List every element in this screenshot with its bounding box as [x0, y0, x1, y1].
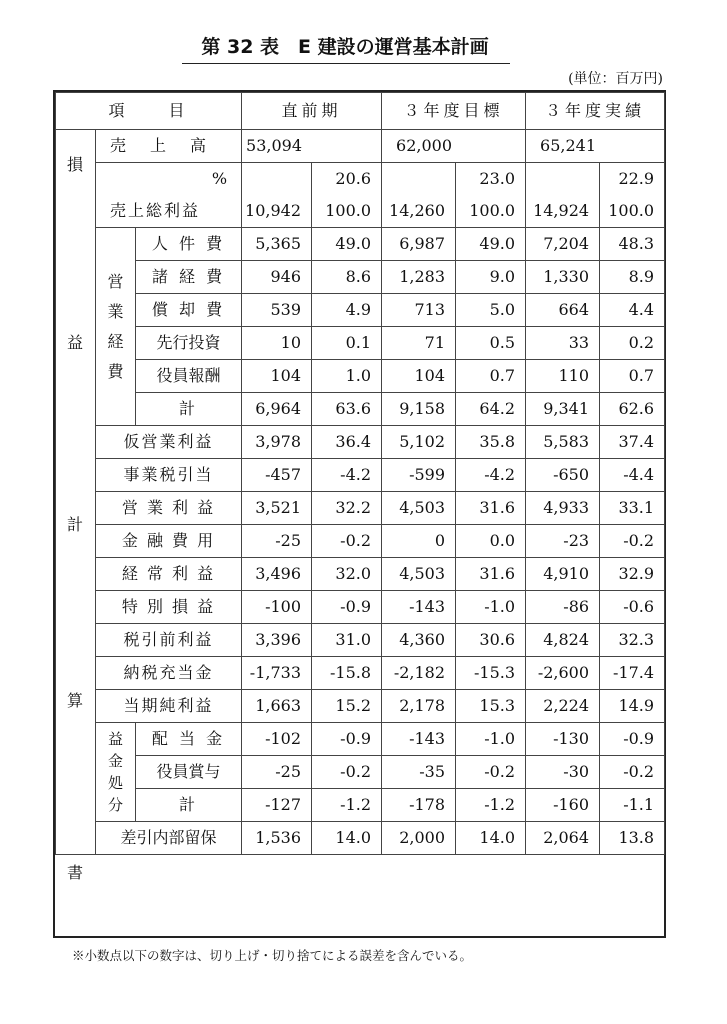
row-label-ordinary: 経 常 利 益	[96, 558, 242, 591]
cell: 713	[382, 294, 456, 327]
table-row	[56, 690, 665, 723]
cell: -17.4	[600, 657, 665, 690]
row-label-special: 特 別 損 益	[96, 591, 242, 624]
cell: 37.4	[600, 426, 665, 459]
cell: 2,000	[382, 822, 456, 855]
cell: 10,942	[242, 195, 312, 228]
table-row	[56, 393, 665, 426]
cell: 20.6	[312, 163, 382, 196]
cell: 8.9	[600, 261, 665, 294]
group-char: 処	[107, 774, 123, 792]
cell: -102	[242, 723, 312, 756]
cell	[242, 163, 312, 196]
cell: -1.2	[456, 789, 526, 822]
cell: 0.2	[600, 327, 665, 360]
title-underline	[182, 63, 510, 64]
row-label-invest: 先行投資	[136, 327, 242, 360]
unit-label: (単位：百万円)	[568, 71, 663, 87]
table-title: 第 32 表 E 建設の運営基本計画	[201, 36, 489, 58]
cell: -178	[382, 789, 456, 822]
table-row	[56, 327, 665, 360]
table-row	[56, 789, 665, 822]
cell: -0.2	[312, 525, 382, 558]
table-row	[56, 228, 665, 261]
table-row	[56, 657, 665, 690]
row-label-bonus: 役員賞与	[136, 756, 242, 789]
table-row	[56, 525, 665, 558]
cell: 4,910	[526, 558, 600, 591]
cell: 1,330	[526, 261, 600, 294]
cell: -35	[382, 756, 456, 789]
cell: 14.0	[456, 822, 526, 855]
cell: 9.0	[456, 261, 526, 294]
group-label-rieki-shobun	[96, 723, 136, 822]
row-label-opex-total: 計	[136, 393, 242, 426]
cell: 6,964	[242, 393, 312, 426]
cell: 0.7	[456, 360, 526, 393]
cell: 31.6	[456, 492, 526, 525]
cell: 31.6	[456, 558, 526, 591]
cell: -1.0	[456, 723, 526, 756]
table-row	[56, 261, 665, 294]
cell: 62,000	[382, 130, 456, 163]
row-label-appr-total: 計	[136, 789, 242, 822]
table-row	[56, 723, 665, 756]
cell: 36.4	[312, 426, 382, 459]
cell: -0.2	[600, 756, 665, 789]
cell: -0.9	[312, 723, 382, 756]
row-label-pretax: 税引前利益	[96, 624, 242, 657]
cell: 2,178	[382, 690, 456, 723]
header-item: 項 目	[56, 93, 242, 130]
cell: -127	[242, 789, 312, 822]
cell: 4,933	[526, 492, 600, 525]
cell: 664	[526, 294, 600, 327]
cell: 0.0	[456, 525, 526, 558]
table-row	[56, 360, 665, 393]
cell: 65,241	[526, 130, 600, 163]
cell: 4.4	[600, 294, 665, 327]
cell: 0.7	[600, 360, 665, 393]
cell: 64.2	[456, 393, 526, 426]
cell: 33	[526, 327, 600, 360]
group-char: 金	[107, 752, 123, 770]
cell: -143	[382, 723, 456, 756]
row-label-gross: 売上総利益	[96, 195, 242, 228]
cell: -0.2	[600, 525, 665, 558]
cell: 49.0	[312, 228, 382, 261]
cell	[456, 130, 526, 163]
cell: -30	[526, 756, 600, 789]
cell: -0.9	[312, 591, 382, 624]
cell	[382, 163, 456, 196]
cell: -0.6	[600, 591, 665, 624]
cell: -0.2	[312, 756, 382, 789]
header-prev: 直前期	[242, 93, 382, 130]
cell: -23	[526, 525, 600, 558]
table-row	[56, 459, 665, 492]
cell: -86	[526, 591, 600, 624]
cell: -4.2	[456, 459, 526, 492]
cell: 14.0	[312, 822, 382, 855]
cell: 3,496	[242, 558, 312, 591]
side-label-san: 算	[66, 691, 83, 710]
row-label-exec: 役員報酬	[136, 360, 242, 393]
cell	[600, 130, 665, 163]
cell: -4.4	[600, 459, 665, 492]
header-actual: ３年度実績	[526, 93, 665, 130]
cell: -1.1	[600, 789, 665, 822]
cell: 9,341	[526, 393, 600, 426]
cell: 0.5	[456, 327, 526, 360]
table-row	[56, 492, 665, 525]
cell: 4,360	[382, 624, 456, 657]
cell: 32.0	[312, 558, 382, 591]
footnote: ※小数点以下の数字は、切り上げ・切り捨てによる誤差を含んでいる。	[72, 948, 473, 963]
cell: -25	[242, 756, 312, 789]
cell: 10	[242, 327, 312, 360]
cell: -130	[526, 723, 600, 756]
cell: -650	[526, 459, 600, 492]
row-label-biz-tax: 事業税引当	[96, 459, 242, 492]
cell: 4,503	[382, 558, 456, 591]
cell: 30.6	[456, 624, 526, 657]
cell: 1,663	[242, 690, 312, 723]
cell: 5,365	[242, 228, 312, 261]
cell: 100.0	[312, 195, 382, 228]
group-char: 営	[107, 271, 124, 291]
cell: 946	[242, 261, 312, 294]
cell: -1.2	[312, 789, 382, 822]
cell: -2,182	[382, 657, 456, 690]
cell: 104	[242, 360, 312, 393]
plan-table	[55, 92, 665, 855]
header-target: ３年度目標	[382, 93, 526, 130]
group-char: 分	[107, 796, 123, 814]
cell: 53,094	[242, 130, 312, 163]
cell: -143	[382, 591, 456, 624]
side-label-son: 損	[66, 155, 83, 174]
cell: 2,224	[526, 690, 600, 723]
group-label-eigyo-keihi	[96, 228, 136, 426]
group-char: 益	[107, 730, 123, 748]
cell: -457	[242, 459, 312, 492]
cell: 14,924	[526, 195, 600, 228]
cell: -599	[382, 459, 456, 492]
cell: 32.9	[600, 558, 665, 591]
cell: -160	[526, 789, 600, 822]
cell: -15.8	[312, 657, 382, 690]
cell: 5.0	[456, 294, 526, 327]
cell: 15.3	[456, 690, 526, 723]
cell: 3,521	[242, 492, 312, 525]
row-label-tax-prov: 納税充当金	[96, 657, 242, 690]
table-row	[56, 822, 665, 855]
cell: 110	[526, 360, 600, 393]
table-row	[56, 591, 665, 624]
row-label-personnel: 人 件 費	[136, 228, 242, 261]
cell: -1,733	[242, 657, 312, 690]
side-label-eki: 益	[66, 333, 83, 352]
cell: 5,102	[382, 426, 456, 459]
cell: 1,283	[382, 261, 456, 294]
table-row	[56, 195, 665, 228]
cell: 14,260	[382, 195, 456, 228]
cell	[312, 130, 382, 163]
group-char: 経	[107, 331, 124, 351]
cell: 1.0	[312, 360, 382, 393]
cell: 3,396	[242, 624, 312, 657]
cell: 33.1	[600, 492, 665, 525]
row-label-depr: 償 却 費	[136, 294, 242, 327]
cell: 4.9	[312, 294, 382, 327]
cell: 48.3	[600, 228, 665, 261]
cell: 15.2	[312, 690, 382, 723]
cell: 7,204	[526, 228, 600, 261]
cell: 23.0	[456, 163, 526, 196]
cell: 22.9	[600, 163, 665, 196]
group-char: 費	[107, 361, 124, 381]
cell: 5,583	[526, 426, 600, 459]
row-label-sales: 売 上 高	[96, 130, 242, 163]
cell: 1,536	[242, 822, 312, 855]
cell: 35.8	[456, 426, 526, 459]
cell: -15.3	[456, 657, 526, 690]
table-row	[56, 294, 665, 327]
cell: 100.0	[456, 195, 526, 228]
cell: 62.6	[600, 393, 665, 426]
cell: 0	[382, 525, 456, 558]
cell: 4,824	[526, 624, 600, 657]
cell: -100	[242, 591, 312, 624]
row-label-misc: 諸 経 費	[136, 261, 242, 294]
cell: 63.6	[312, 393, 382, 426]
side-label-sho: 書	[66, 863, 83, 882]
cell: 2,064	[526, 822, 600, 855]
header-row	[56, 93, 665, 130]
cell: 0.1	[312, 327, 382, 360]
cell: 3,978	[242, 426, 312, 459]
cell: 4,503	[382, 492, 456, 525]
table-row	[56, 426, 665, 459]
side-label-column	[56, 130, 96, 855]
cell: 539	[242, 294, 312, 327]
row-label-pct: %	[96, 163, 242, 196]
row-label-net: 当期純利益	[96, 690, 242, 723]
cell: 9,158	[382, 393, 456, 426]
row-label-retained: 差引内部留保	[96, 822, 242, 855]
table-row	[56, 163, 665, 196]
table-row	[56, 624, 665, 657]
group-char: 業	[107, 301, 124, 321]
cell: 100.0	[600, 195, 665, 228]
cell: 71	[382, 327, 456, 360]
cell: 31.0	[312, 624, 382, 657]
cell: 13.8	[600, 822, 665, 855]
cell: 104	[382, 360, 456, 393]
cell: -1.0	[456, 591, 526, 624]
cell: -25	[242, 525, 312, 558]
row-label-prov-op: 仮営業利益	[96, 426, 242, 459]
cell: -4.2	[312, 459, 382, 492]
side-label-kei: 計	[66, 515, 83, 534]
row-label-op-profit: 営 業 利 益	[96, 492, 242, 525]
row-label-dividend: 配 当 金	[136, 723, 242, 756]
cell: 6,987	[382, 228, 456, 261]
cell: 8.6	[312, 261, 382, 294]
table-row	[56, 130, 665, 163]
row-label-fin-cost: 金 融 費 用	[96, 525, 242, 558]
table-row	[56, 756, 665, 789]
cell: 32.2	[312, 492, 382, 525]
cell: 32.3	[600, 624, 665, 657]
cell: -2,600	[526, 657, 600, 690]
table-row	[56, 558, 665, 591]
cell: 14.9	[600, 690, 665, 723]
cell	[526, 163, 600, 196]
cell: -0.9	[600, 723, 665, 756]
cell: 49.0	[456, 228, 526, 261]
cell: -0.2	[456, 756, 526, 789]
